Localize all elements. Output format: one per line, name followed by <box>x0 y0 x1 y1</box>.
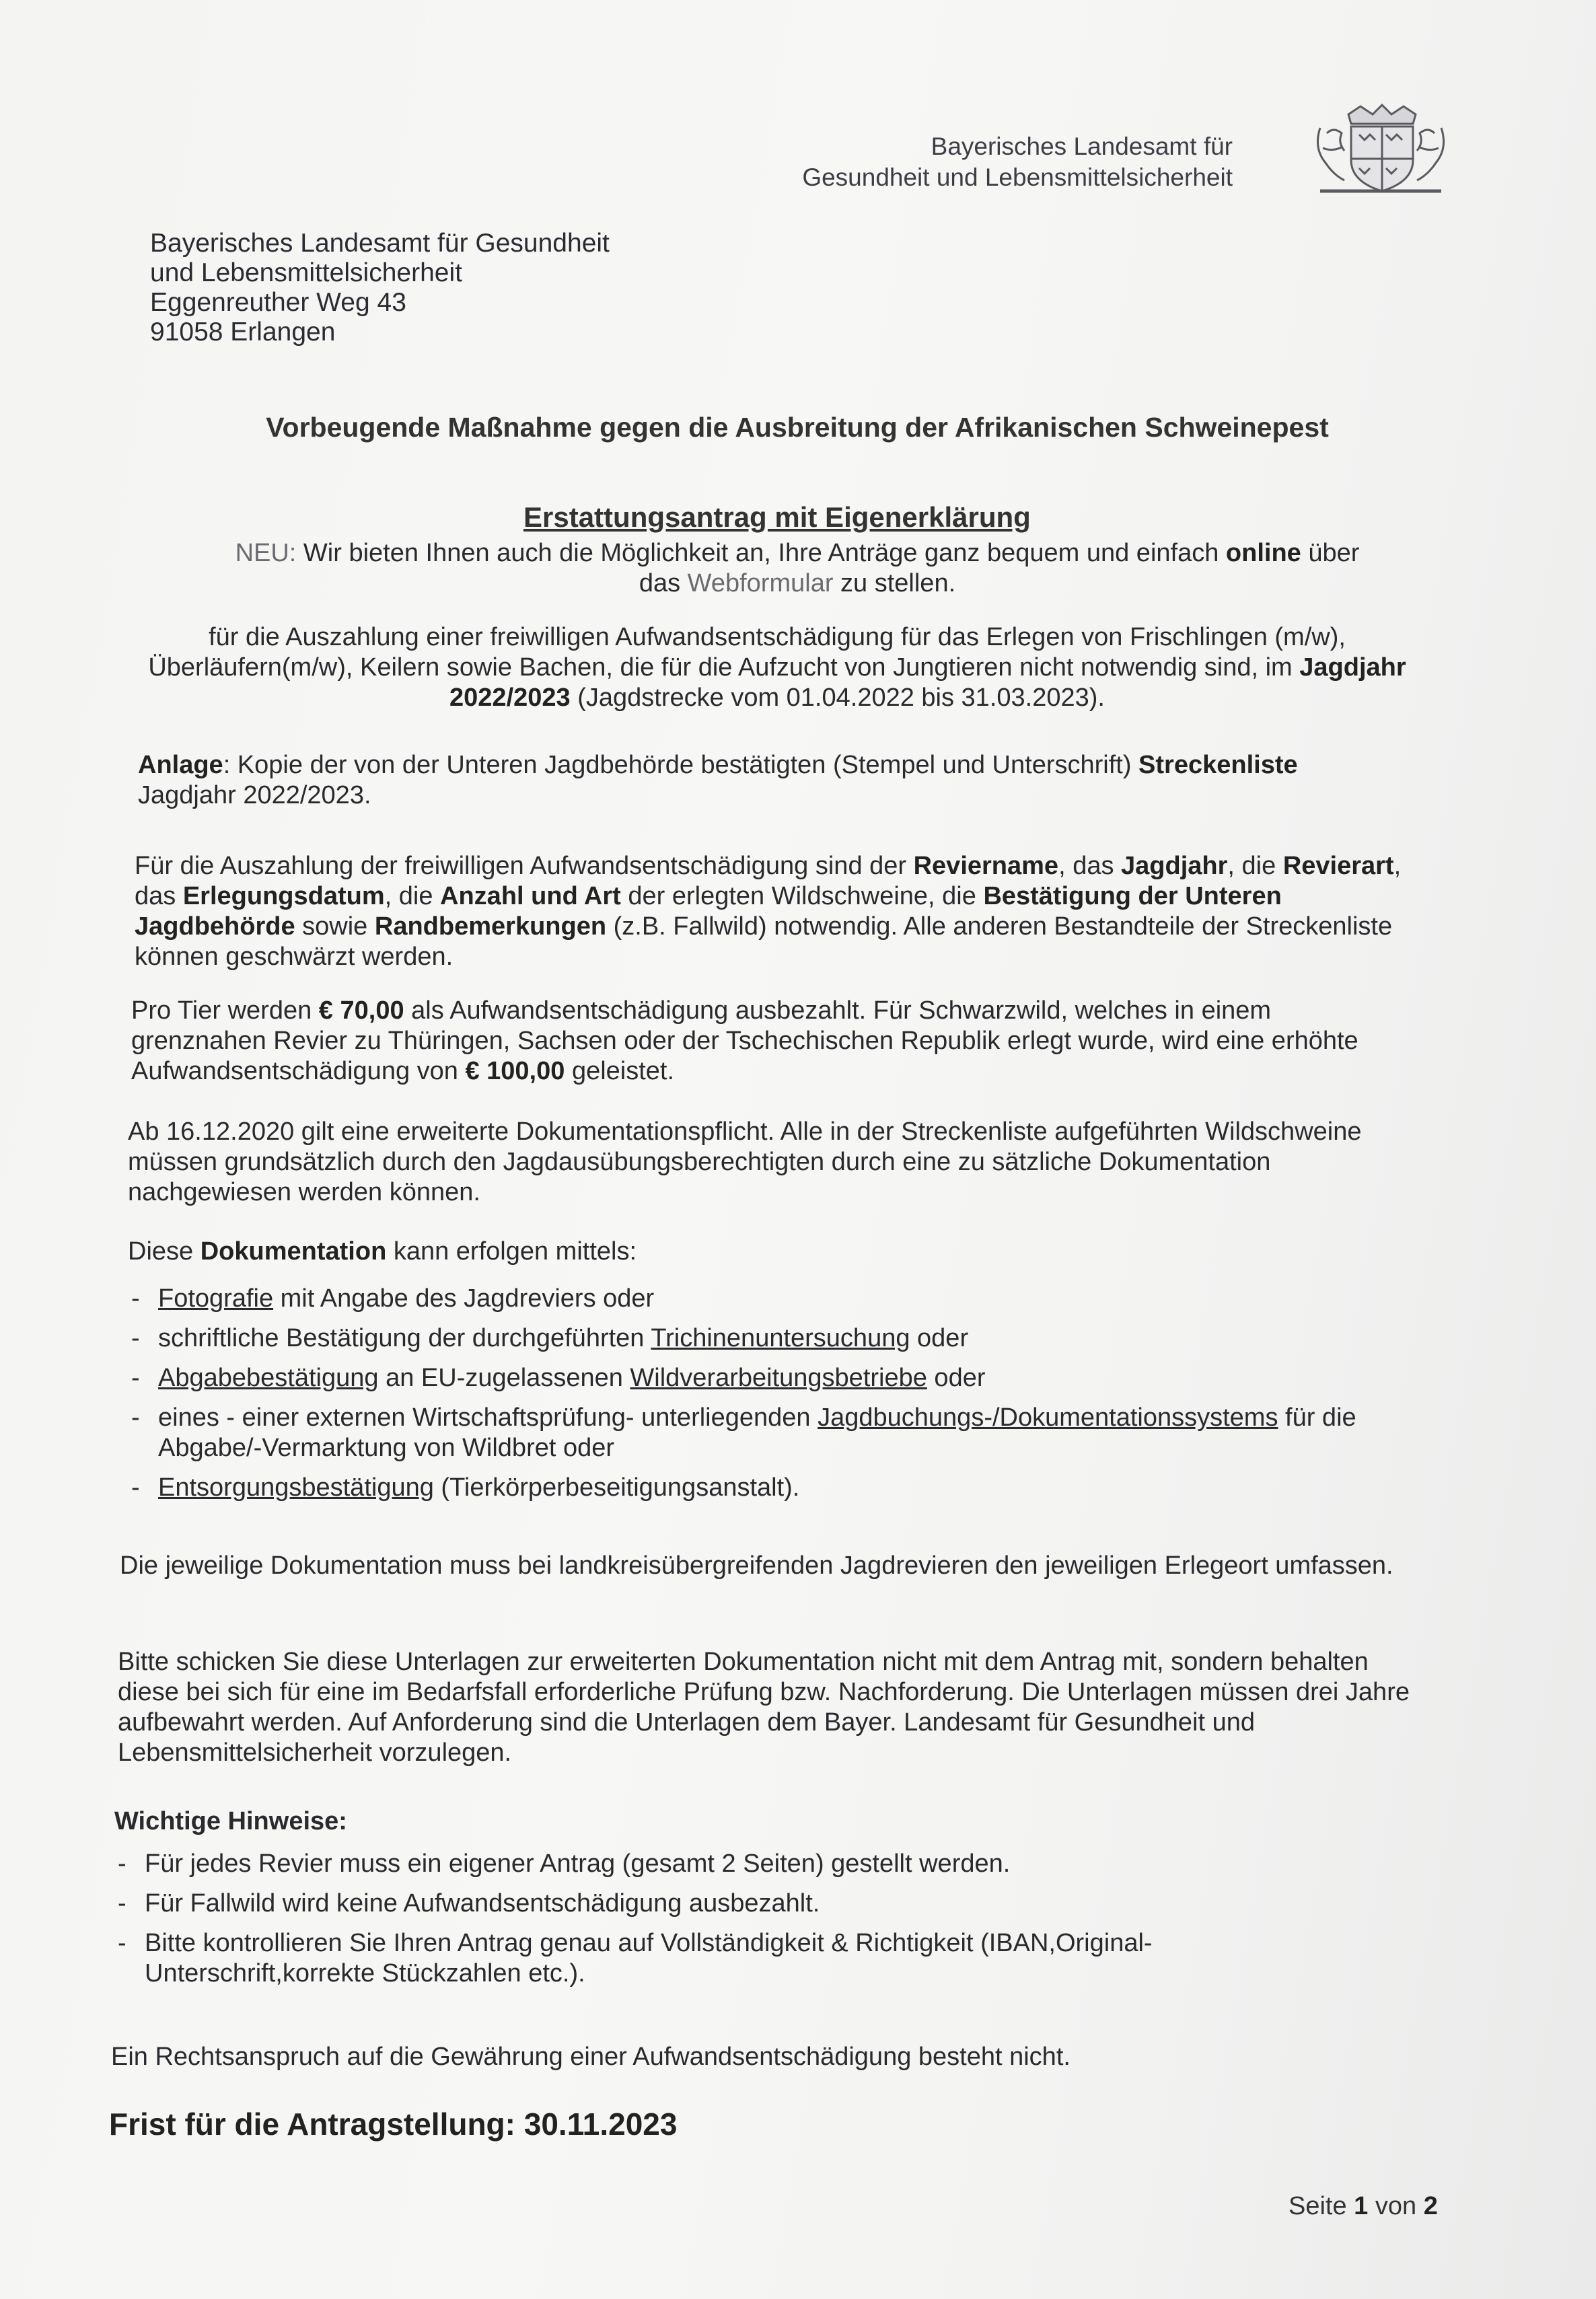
pro-tier-paragraph <box>131 996 1410 1087</box>
intro-text: (Jagdstrecke vom 01.04.2022 bis 31.03.2023). <box>570 684 1105 712</box>
auszahlung-bold: Randbemerkungen <box>374 912 607 941</box>
list-item-underlined: Trichinenuntersuchung <box>651 1324 910 1352</box>
neu-text: Wir bieten Ihnen auch die Möglichkeit an, Ihre Anträge ganz bequem und einfach <box>296 539 1226 567</box>
pro-tier-text: als Aufwandsentschädigung ausbezahlt. Für Schwarzwild, welches in einem grenznahen Revier zu Thüringen, Sachsen oder der Tschechischen Republik erlegt wurde, wird eine erhöhte Aufwandsentschädigung von <box>131 996 1358 1085</box>
deadline: Frist für die Antragstellung: 30.11.2023 <box>109 2107 678 2142</box>
intro-paragraph <box>145 622 1410 713</box>
auszahlung-bold: Anzahl und Art <box>440 882 621 910</box>
letterhead <box>802 131 1233 193</box>
online-text: online <box>1225 539 1301 567</box>
list-item-text: mit Angabe des Jagdreviers oder <box>273 1284 655 1313</box>
auszahlung-bold: Bestätigung der Unteren Jagdbehörde <box>135 882 1282 941</box>
document-title: Vorbeugende Maßnahme gegen die Ausbreitung der Afrikanischen Schweinepest <box>266 412 1329 443</box>
list-item-text: oder <box>910 1324 969 1352</box>
list-item: - Für jedes Revier muss ein eigener Antrag (gesamt 2 Seiten) gestellt werden. <box>118 1849 1154 1879</box>
intro-jagdjahr: Jagdjahr 2022/2023 <box>449 653 1406 712</box>
letterhead-line2: Gesundheit und Lebensmittelsicherheit <box>802 163 1233 191</box>
neu-text: zu stellen. <box>833 569 956 597</box>
list-item-text: für die Abgabe/-Vermarktung von Wildbret oder <box>158 1403 1356 1462</box>
page-total: 2 <box>1423 2192 1438 2220</box>
document-subtitle: Erstattungsantrag mit Eigenerklärung <box>523 501 1031 533</box>
auszahlung-bold: Erlegungsdatum <box>182 882 385 910</box>
neu-text: das <box>639 569 688 597</box>
list-item-underlined: Entsorgungsbestätigung <box>158 1473 434 1502</box>
address-line: und Lebensmittelsicherheit <box>150 258 462 287</box>
pro-tier-text: geleistet. <box>565 1057 675 1085</box>
online-notice <box>182 538 1413 599</box>
auszahlung-text: , das <box>1058 852 1122 880</box>
anlage-paragraph <box>138 750 1410 811</box>
page-number <box>1289 2192 1438 2221</box>
auszahlung-text: der erlegten Wildschweine, die <box>620 882 984 910</box>
bavarian-coat-of-arms-icon <box>1307 101 1455 198</box>
list-item-text: schriftliche Bestätigung der durchgeführten <box>158 1324 651 1352</box>
auszahlung-bold: Revierart <box>1282 852 1394 880</box>
letterhead-line1: Bayerisches Landesamt für <box>931 133 1233 160</box>
anlage-streckenliste: Streckenliste <box>1138 751 1298 779</box>
address-line: 91058 Erlangen <box>150 318 336 346</box>
auszahlung-paragraph <box>135 851 1413 972</box>
doku-bold: Dokumentation <box>200 1237 387 1266</box>
doku-text: Diese <box>128 1237 201 1266</box>
sender-address <box>150 229 610 347</box>
auszahlung-bold: Jagdjahr <box>1121 852 1228 880</box>
dokumentation-list <box>131 1284 1403 1512</box>
list-item: - Bitte kontrollieren Sie Ihren Antrag genau auf Vollständigkeit & Richtigkeit (IBAN,Original-Unterschrift,korrekte Stückzahlen etc.). <box>118 1928 1154 1989</box>
list-item <box>131 1473 1403 1503</box>
list-item <box>131 1284 1403 1314</box>
pro-tier-text: Pro Tier werden <box>131 996 319 1025</box>
webformular-link[interactable]: Webformular <box>687 569 834 597</box>
neu-label: NEU: <box>235 539 297 567</box>
list-item <box>131 1363 1403 1393</box>
neu-text: über <box>1301 539 1360 567</box>
list-item-text: oder <box>927 1364 986 1392</box>
list-item <box>131 1403 1403 1463</box>
list-item-text: (Tierkörperbeseitigungsanstalt). <box>433 1473 800 1502</box>
anlage-text: Jagdjahr 2022/2023. <box>138 781 371 809</box>
dokumentation-intro <box>128 1237 1406 1267</box>
list-item-text: eines - einer externen Wirtschaftsprüfung- unterliegenden <box>158 1403 818 1432</box>
address-line: Eggenreuther Weg 43 <box>150 288 406 317</box>
list-item-underlined: Abgabebestätigung <box>158 1364 379 1392</box>
intro-text: für die Auszahlung einer freiwilligen Aufwandsentschädigung für das Erlegen von Frischlingen (m/w), Überläufern(m/w), Keilern sowie Bachen, die für die Aufzucht von Jungtieren nicht notwendig sind, im <box>148 623 1346 682</box>
list-item-underlined: Wildverarbeitungsbetriebe <box>630 1364 927 1392</box>
auszahlung-text: (z.B. Fallwild) notwendig. Alle anderen Bestandteile der Streckenliste können geschwärzt werden. <box>135 912 1393 971</box>
list-item: - Für Fallwild wird keine Aufwandsentschädigung ausbezahlt. <box>118 1889 1154 1919</box>
list-item-text: an EU-zugelassenen <box>378 1364 630 1392</box>
auszahlung-text: sowie <box>295 912 375 941</box>
rechtsanspruch-note: Ein Rechtsanspruch auf die Gewährung einer Aufwandsentschädigung besteht nicht. <box>111 2043 1071 2071</box>
auszahlung-text: Für die Auszahlung der freiwilligen Aufwandsentschädigung sind der <box>135 852 914 880</box>
auszahlung-text: , das <box>135 852 1402 910</box>
anlage-label: Anlage <box>138 751 223 779</box>
anlage-text: : Kopie der von der Unteren Jagdbehörde bestätigten (Stempel und Unterschrift) <box>223 751 1139 779</box>
page-text: von <box>1368 2192 1424 2220</box>
auszahlung-bold: Reviername <box>913 852 1059 880</box>
list-item-underlined: Jagdbuchungs-/Dokumentationssystems <box>818 1403 1278 1432</box>
unterlagen-paragraph: Bitte schicken Sie diese Unterlagen zur erweiterten Dokumentation nicht mit dem Antrag mit, sondern behalten diese bei sich für eine im Bedarfsfall erforderliche Prüfung bzw. Nachforderung. Die Unterlagen müssen drei Jahre aufbewahrt werden. Auf Anforderung sind die Unterlagen dem Bayer. Landesamt für Gesundheit und Lebensmittelsicherheit vorzulegen. <box>118 1648 1410 1767</box>
dokumentationspflicht-paragraph: Ab 16.12.2020 gilt eine erweiterte Dokumentationspflicht. Alle in der Streckenliste aufgeführten Wildschweine müssen grundsätzlich durch den Jagdausübungsberechtigten durch eine zu sätzliche Dokumentation nachgewiesen werden können. <box>128 1118 1362 1206</box>
list-item <box>131 1323 1403 1354</box>
auszahlung-text: , die <box>384 882 441 910</box>
address-line: Bayerisches Landesamt für Gesundheit <box>150 229 610 258</box>
list-item-underlined: Fotografie <box>158 1284 274 1313</box>
pro-tier-amount: € 100,00 <box>465 1057 565 1085</box>
hinweise-heading: Wichtige Hinweise: <box>114 1807 347 1835</box>
auszahlung-text: , die <box>1227 852 1283 880</box>
page-text: Seite <box>1289 2192 1354 2220</box>
doku-text: kann erfolgen mittels: <box>386 1237 637 1266</box>
erlegeort-paragraph: Die jeweilige Dokumentation muss bei landkreisübergreifenden Jagdrevieren den jeweiligen Erlegeort umfassen. <box>120 1552 1393 1580</box>
page-current: 1 <box>1354 2192 1369 2220</box>
pro-tier-amount: € 70,00 <box>318 996 404 1025</box>
hinweise-list <box>118 1849 1154 1998</box>
